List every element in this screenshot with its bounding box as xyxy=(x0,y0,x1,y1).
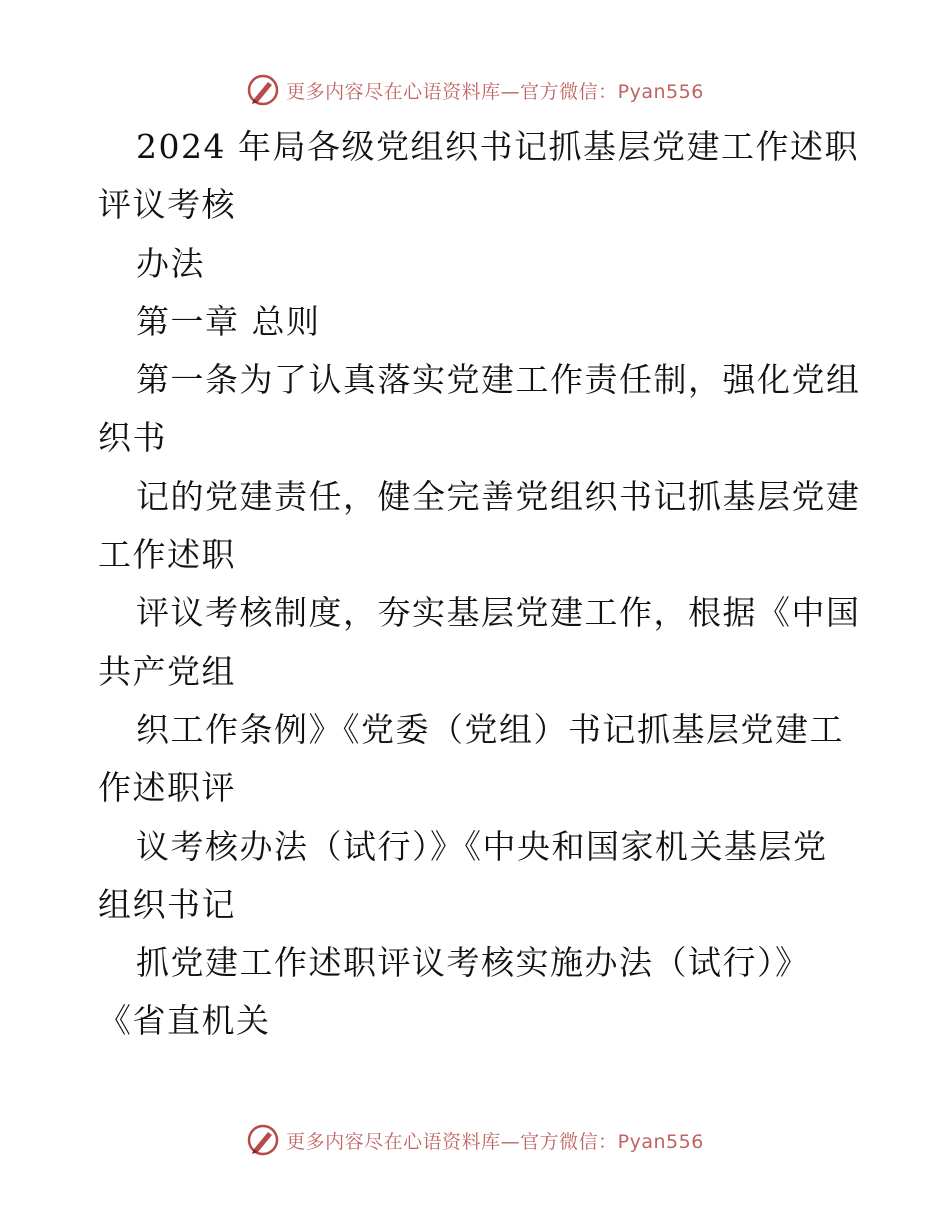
pen-logo-icon xyxy=(246,73,280,107)
watermark-text: 更多内容尽在心语资料库—官方微信：Pyan556 xyxy=(286,80,704,103)
text-line: 抓党建工作述职评议考核实施办法（试行）》 xyxy=(136,943,810,983)
text-line: 评议考核制度，夯实基层党建工作，根据《中国 xyxy=(136,593,861,633)
text-line: 第一条为了认真落实党建工作责任制，强化党组 xyxy=(136,360,861,400)
text-line: 《省直机关 xyxy=(98,1001,271,1041)
pen-logo-icon xyxy=(246,1123,280,1157)
text-line: 议考核办法（试行）》《中央和国家机关基层党 xyxy=(136,826,828,866)
watermark-text: 更多内容尽在心语资料库—官方微信：Pyan556 xyxy=(286,1130,704,1153)
text-line: 记的党建责任，健全完善党组织书记抓基层党建 xyxy=(136,476,861,516)
text-line: 组织书记 xyxy=(98,884,236,924)
text-line: 办法 xyxy=(136,243,205,283)
text-line: 第一章 总则 xyxy=(136,301,321,341)
text-line: 工作述职 xyxy=(98,535,236,575)
text-line: 织工作条例》《党委（党组）书记抓基层党建工 xyxy=(136,709,844,749)
text-line: 织书 xyxy=(98,418,167,458)
text-line: 共产党组 xyxy=(98,651,236,691)
document-body xyxy=(98,118,861,1051)
text-line: 2024 年局各级党组织书记抓基层党建工作述职 xyxy=(136,127,859,166)
header-watermark xyxy=(0,70,950,110)
footer-watermark xyxy=(0,1120,950,1160)
text-line: 作述职评 xyxy=(98,768,236,808)
text-line: 评议考核 xyxy=(98,185,236,225)
